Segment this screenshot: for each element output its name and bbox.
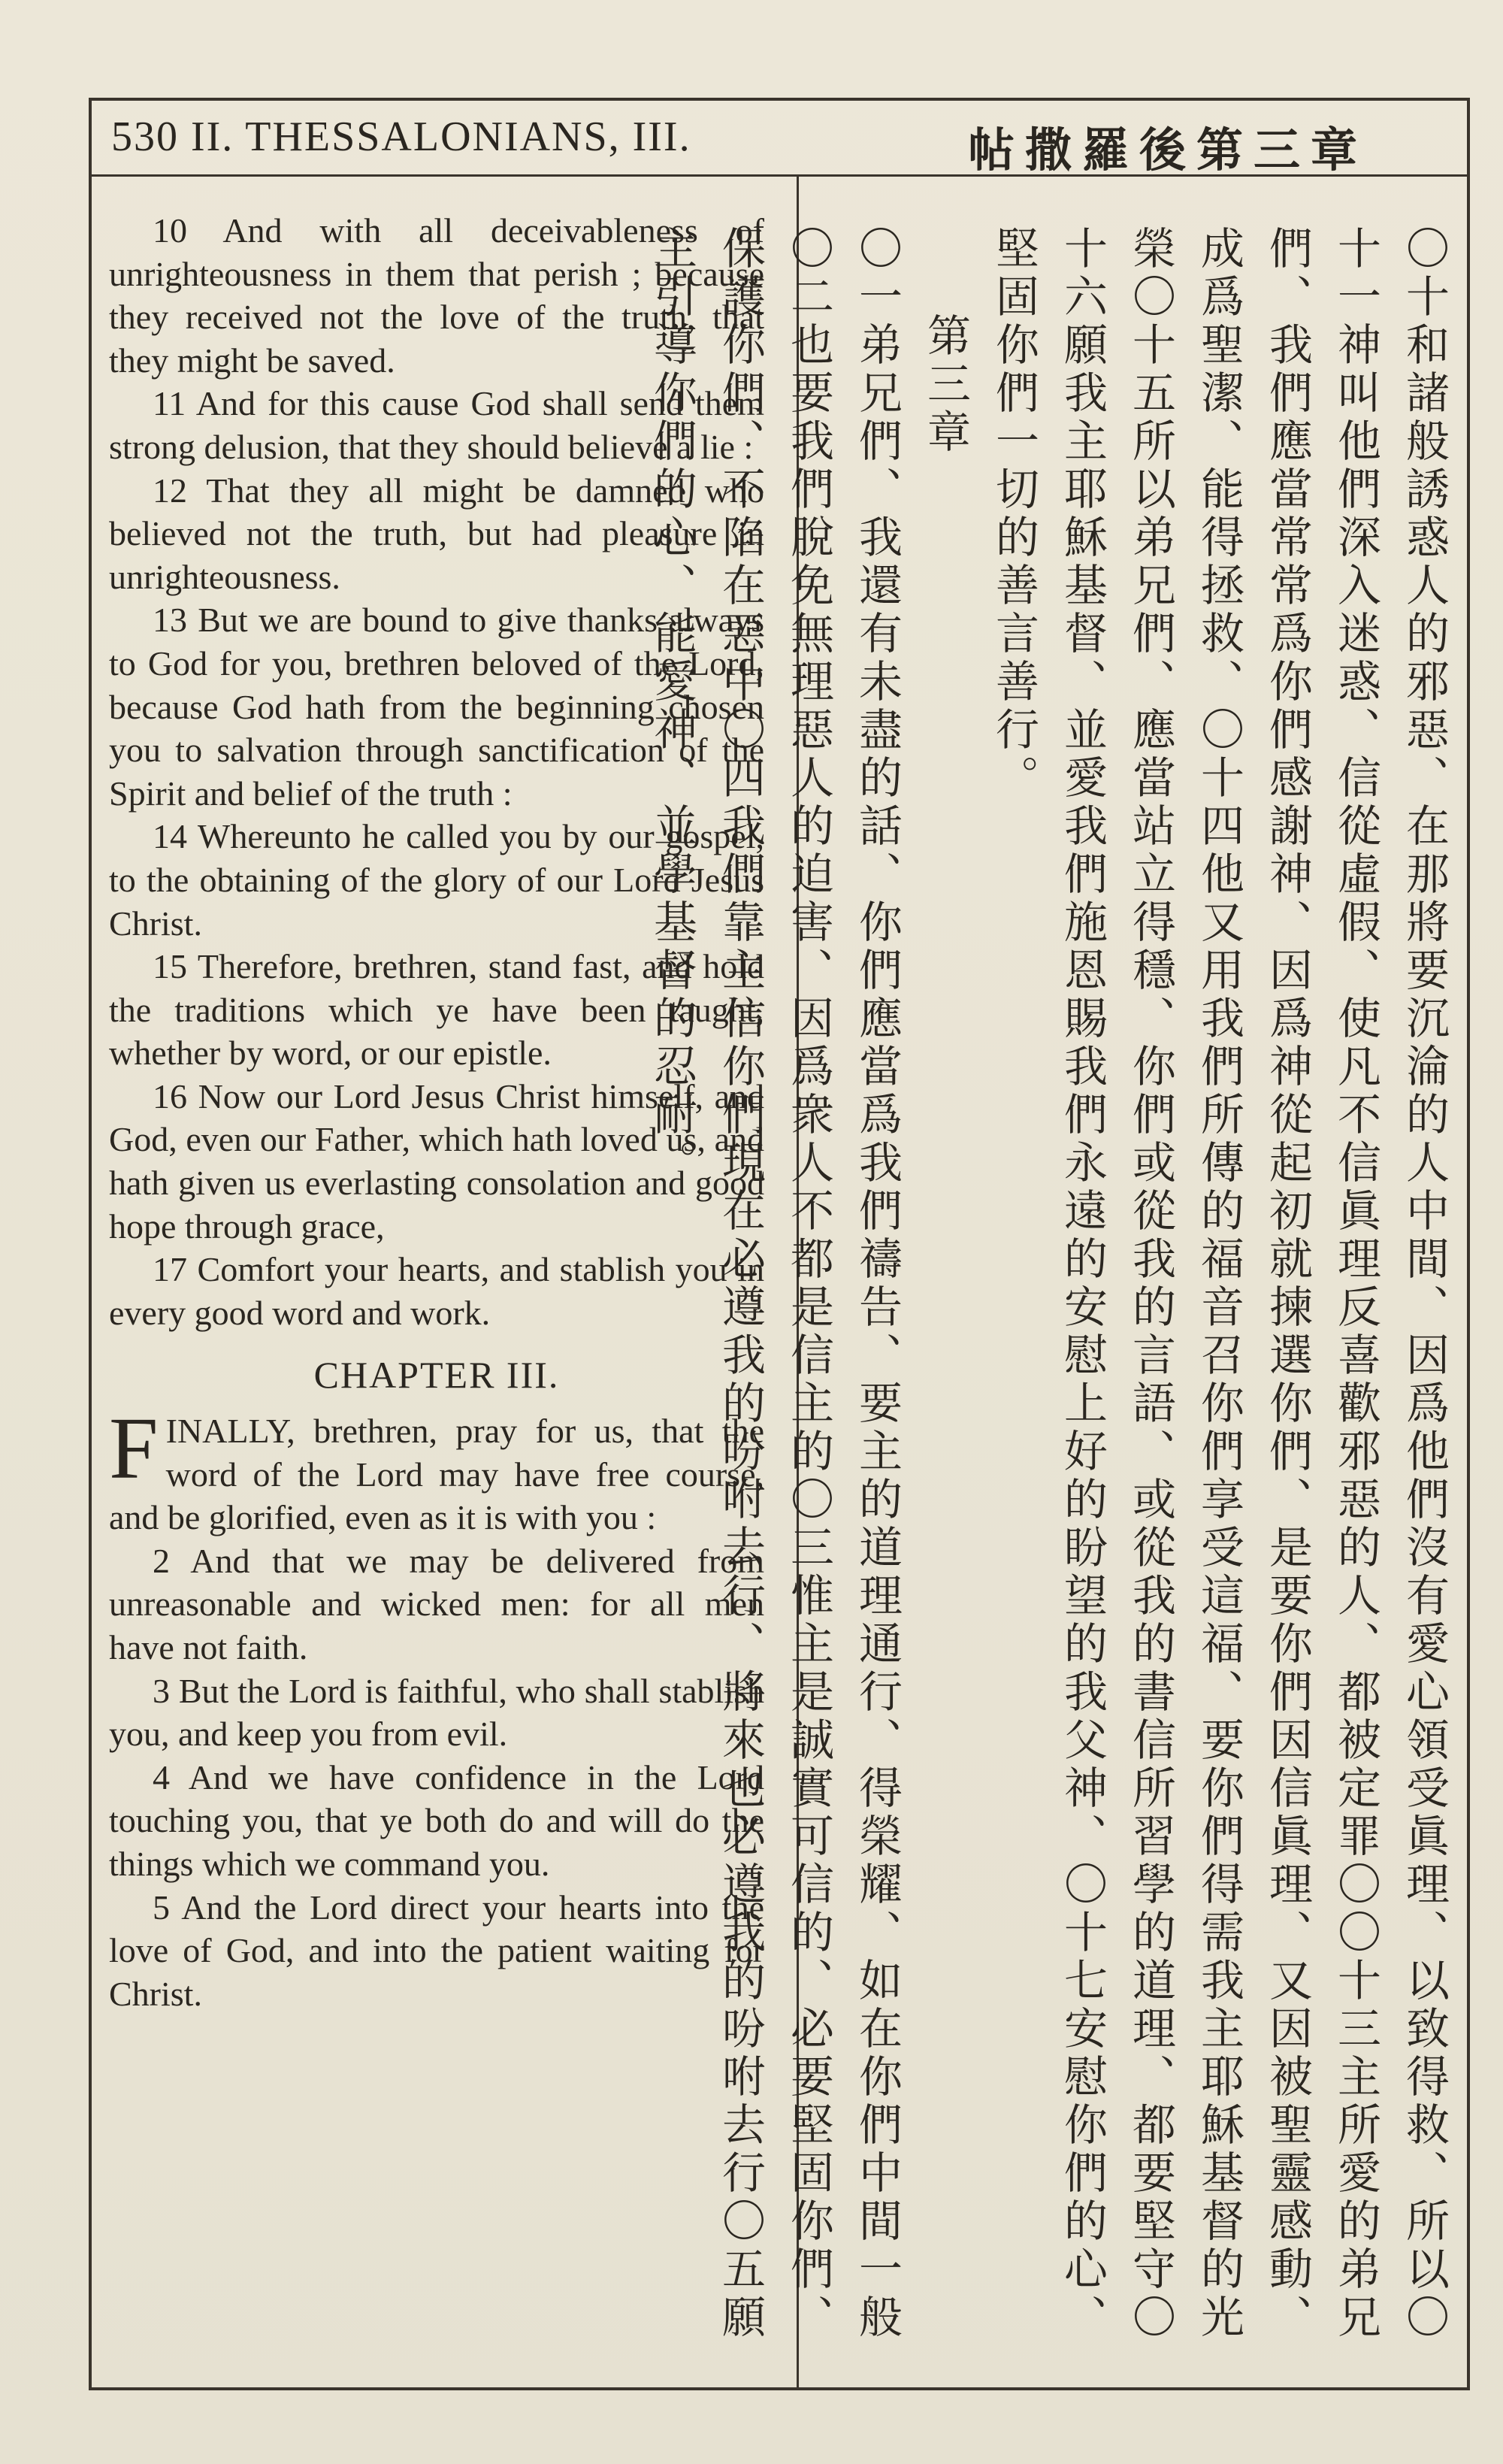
chinese-column: [646, 226, 1458, 2375]
chapter-3-verse-4: 4 And we have confidence in the Lord touching you, that ye both do and will do the things which we command you.: [109, 1757, 764, 1883]
verse-16: 16 Now our Lord Jesus Christ himself, and God, even our Father, which hath loved us, and hath given us everlasting consolation and good hope through grace,: [109, 1076, 764, 1246]
chapter-3-verse-5: 5 And the Lord direct your hearts into the love of God, and into the patient waiting for Christ.: [109, 1887, 764, 2013]
chapter-3-verse-2: 2 And that we may be delivered from unreasonable and wicked men: for all men have not faith.: [109, 1541, 764, 1666]
chapter-heading: CHAPTER III.: [313, 1354, 560, 1397]
verse-11: 11 And for this cause God shall send them strong delusion, that they should believe a lie :: [109, 384, 764, 466]
running-head-english: 530 II. THESSALONIANS, III.: [111, 114, 691, 160]
verse-15: 15 Therefore, brethren, stand fast, and hold the traditions which ye have been taught, whether by word, or our epistle.: [109, 947, 764, 1073]
verse-1-text: INALLY, brethren, pray for us, that the word of the Lord may have free course, and be glorified, even as it is with you :: [109, 1412, 764, 1537]
verse-13: 13 But we are bound to give thanks always to God for you, brethren beloved of the Lord, because God hath from the beginning chosen you to salvation through sanctification of the Spirit and belief of the truth :: [109, 601, 764, 813]
chapter-3-verse-3: 3 But the Lord is faithful, who shall stablish you, and keep you from evil.: [109, 1671, 764, 1754]
chinese-chapter-title: 第三章: [920, 313, 971, 457]
verse-14: 14 Whereunto he called you by our gospel, to the obtaining of the glory of our Lord Jesus Christ.: [109, 817, 764, 943]
running-head-chinese: 帖撒羅後第三章: [967, 123, 1368, 177]
verse-17: 17 Comfort your hearts, and stablish you in every good word and work.: [109, 1250, 764, 1332]
verse-12: 12 That they all might be damned who believed not the truth, but had pleasure in unrighteousness.: [109, 471, 764, 596]
chinese-chapter-2-text: 〇十和諸般誘惑人的邪惡、在那將要沉淪的人中間、因爲他們沒有愛心領受眞理、以致得救、所以〇十一神叫他們深入迷惑、信從虛假、使凡不信眞理反喜歡邪惡的人、都被定罪〇〇十三主所愛的弟兄們、我們應當常常爲你們感謝神、因爲神從起初就揀選你們、是要你們因信眞理、又因被聖靈感動、成爲聖潔、能得拯救、〇十四他又用我們所傳的福音召你們享受這福、要你們得需我主耶穌基督的光榮〇十五所以弟兄們、應當站立得穩、你們或從我的言語、或從我的書信所習學的道理、都要堅守〇十六願我主耶穌基督、並愛我們施恩賜我們永遠的安慰上好的盼望的我父神、〇十七安慰你們的心、堅固你們一切的善言善行。: [988, 226, 1450, 2342]
chinese-chapter-3-text: 〇一弟兄們、我還有未盡的話、你們應當爲我們禱告、要主的道理通行、得榮耀、如在你們中間一般〇二也要我們脫免無理惡人的迫害、因爲衆人不都是信主的〇三惟主是誠實可信的、必要堅固你們、保護你們、不陷在惡中〇四我們靠主信你們現在必遵我的吩咐去行、將來也必遵我的吩咐去行〇五願主引導你們的心、能愛神、並學基督的忍耐。: [646, 226, 903, 2342]
verse-10: 10 And with all deceivableness of unrighteousness in them that perish ; because they received not the love of the truth, that they might be saved.: [109, 211, 764, 380]
drop-cap: F: [109, 1399, 159, 1498]
